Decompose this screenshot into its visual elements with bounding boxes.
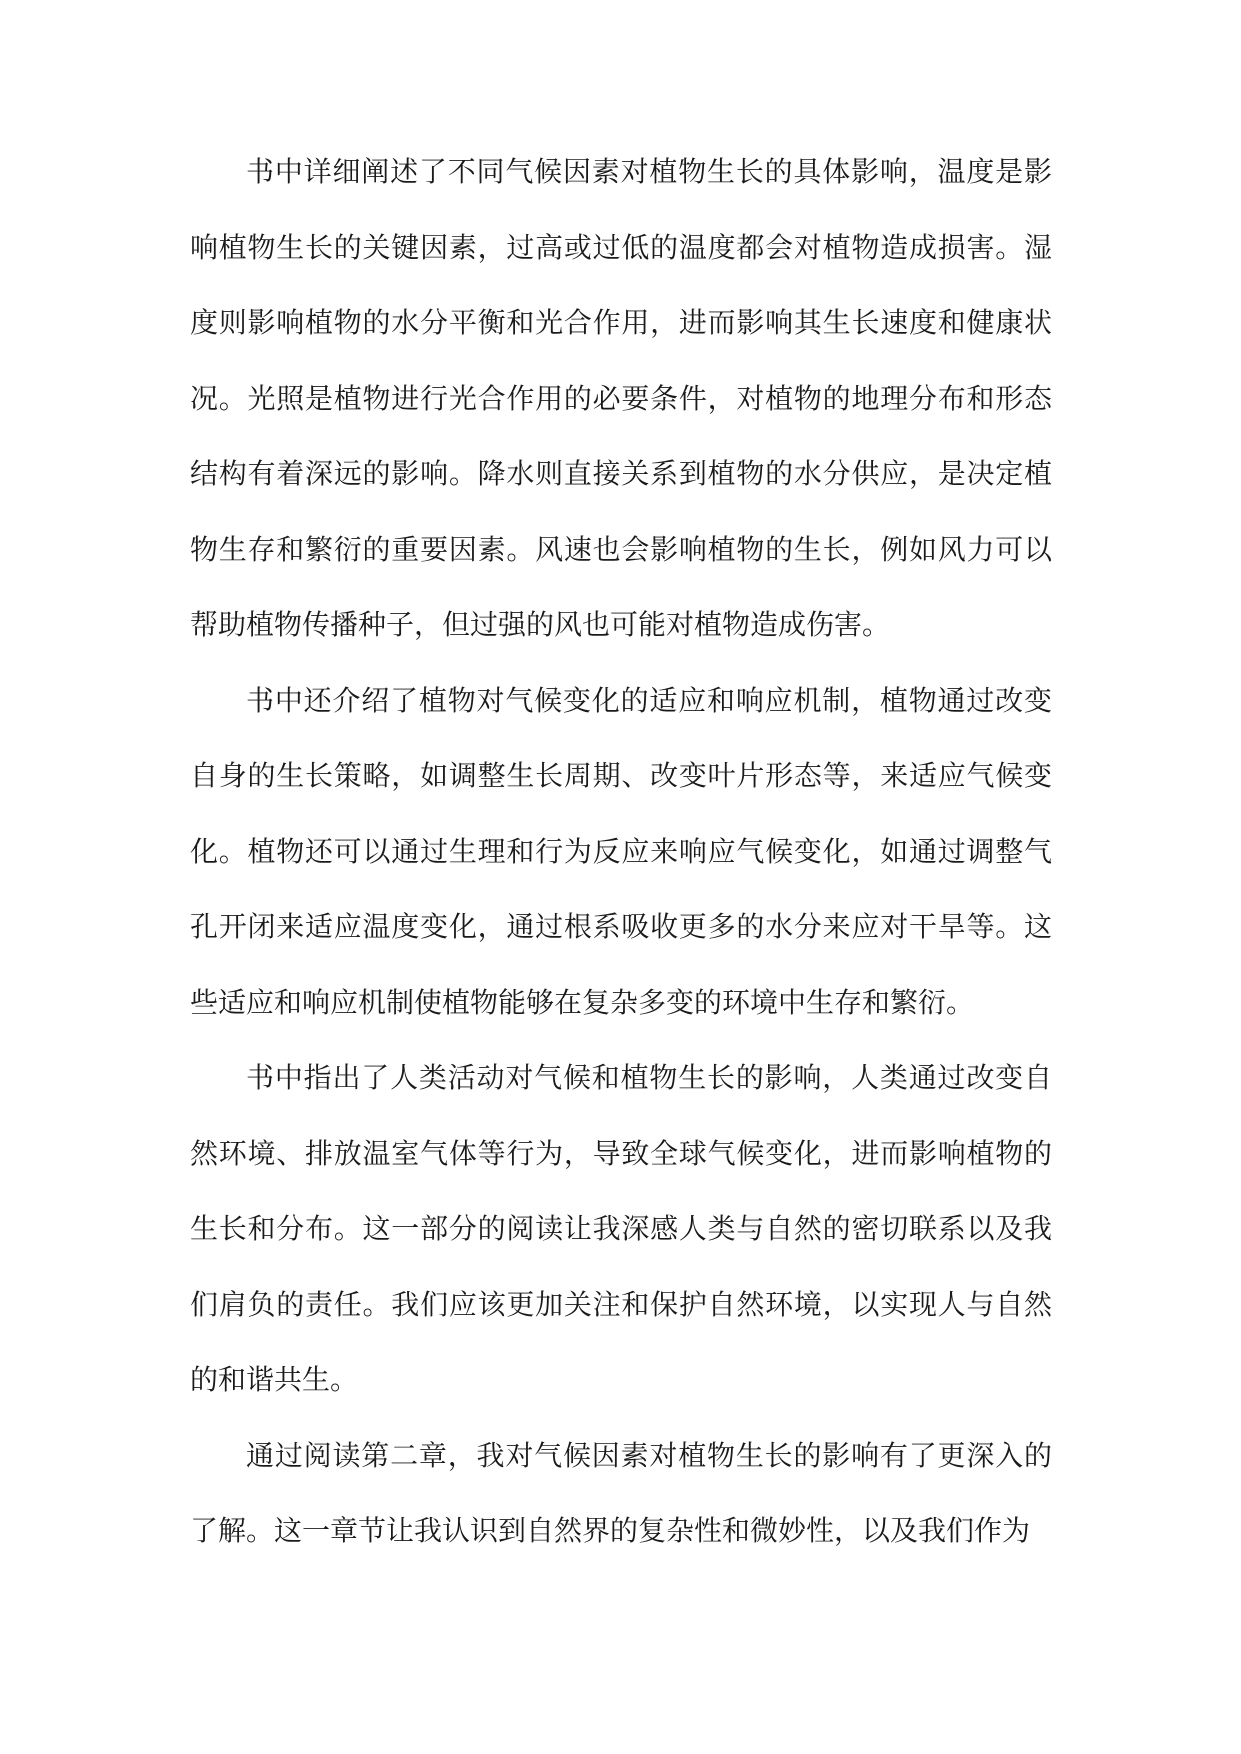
paragraph-human-impact: 书中指出了人类活动对气候和植物生长的影响，人类通过改变自然环境、排放温室气体等行为，导致全球气候变化，进而影响植物的生长和分布。这一部分的阅读让我深感人类与自然的密切联系以及我们肩负的责任。我们应该更加关注和保护自然环境，以实现人与自然的和谐共生。 xyxy=(190,1061,1052,1396)
paragraph-plant-adaptation: 书中还介绍了植物对气候变化的适应和响应机制，植物通过改变自身的生长策略，如调整生长周期、改变叶片形态等，来适应气候变化。植物还可以通过生理和行为反应来响应气候变化，如通过调整气孔开闭来适应温度变化，通过根系吸收更多的水分来应对干旱等。这些适应和响应机制使植物能够在复杂多变的环境中生存和繁衍。 xyxy=(190,683,1052,1019)
paragraph-chapter-reflection: 通过阅读第二章，我对气候因素对植物生长的影响有了更深入的了解。这一章节让我认识到自然界的复杂性和微妙性，以及我们作为 xyxy=(190,1438,1052,1547)
paragraph-climate-factors: 书中详细阐述了不同气候因素对植物生长的具体影响，温度是影响植物生长的关键因素，过高或过低的温度都会对植物造成损害。湿度则影响植物的水分平衡和光合作用，进而影响其生长速度和健康状况。光照是植物进行光合作用的必要条件，对植物的地理分布和形态结构有着深远的影响。降水则直接关系到植物的水分供应，是决定植物生存和繁衍的重要因素。风速也会影响植物的生长，例如风力可以帮助植物传播种子，但过强的风也可能对植物造成伤害。 xyxy=(190,155,1052,641)
document-body xyxy=(190,134,1052,1569)
